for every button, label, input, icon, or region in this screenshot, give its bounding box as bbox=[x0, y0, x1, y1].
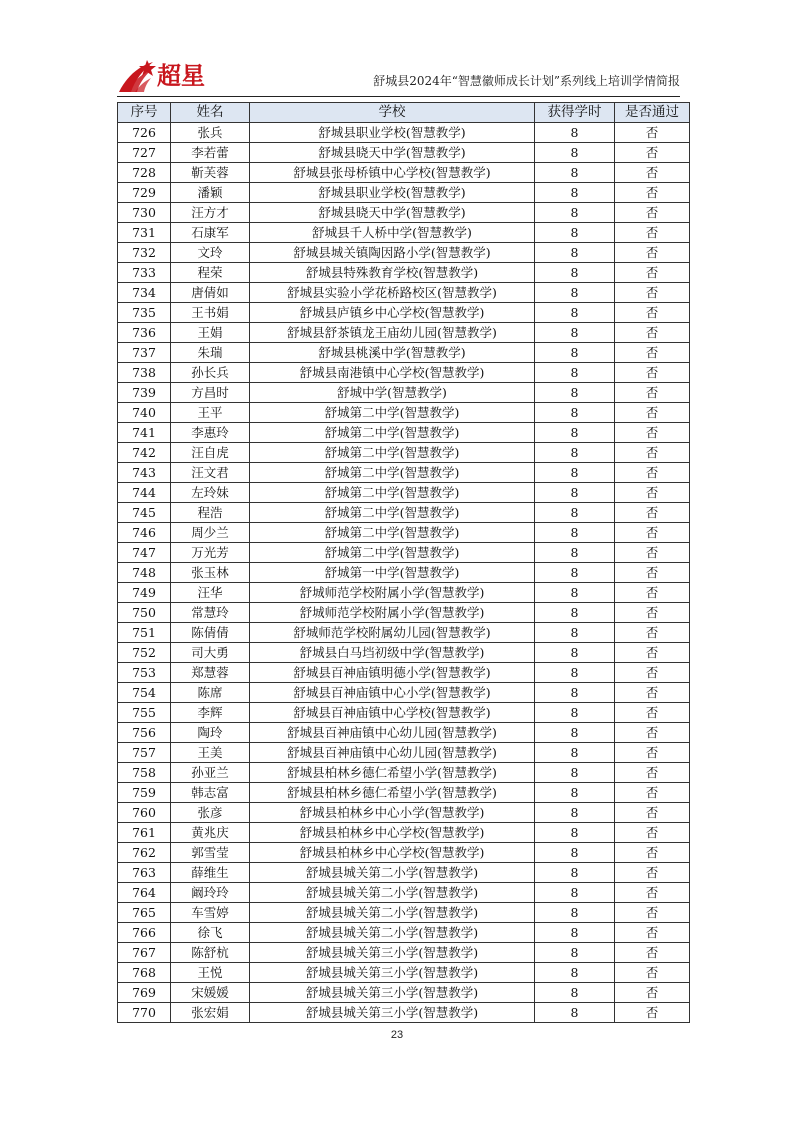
table-row bbox=[118, 303, 690, 323]
cell-number: 728 bbox=[118, 163, 171, 183]
cell-name: 陈席 bbox=[171, 683, 250, 703]
cell-hours: 8 bbox=[535, 963, 615, 983]
table-header bbox=[118, 103, 690, 123]
cell-number: 766 bbox=[118, 923, 171, 943]
cell-hours: 8 bbox=[535, 763, 615, 783]
cell-number: 768 bbox=[118, 963, 171, 983]
cell-hours: 8 bbox=[535, 143, 615, 163]
cell-number: 739 bbox=[118, 383, 171, 403]
cell-number: 760 bbox=[118, 803, 171, 823]
cell-number: 745 bbox=[118, 503, 171, 523]
cell-hours: 8 bbox=[535, 283, 615, 303]
cell-name: 常慧玲 bbox=[171, 603, 250, 623]
cell-number: 752 bbox=[118, 643, 171, 663]
cell-name: 汪自虎 bbox=[171, 443, 250, 463]
cell-name: 陈舒杭 bbox=[171, 943, 250, 963]
table-row bbox=[118, 863, 690, 883]
table-row bbox=[118, 723, 690, 743]
cell-number: 770 bbox=[118, 1003, 171, 1023]
cell-passed: 否 bbox=[615, 783, 690, 803]
cell-passed: 否 bbox=[615, 623, 690, 643]
cell-passed: 否 bbox=[615, 883, 690, 903]
cell-passed: 否 bbox=[615, 163, 690, 183]
cell-hours: 8 bbox=[535, 843, 615, 863]
cell-school: 舒城县南港镇中心学校(智慧教学) bbox=[250, 363, 535, 383]
table-row bbox=[118, 843, 690, 863]
cell-number: 731 bbox=[118, 223, 171, 243]
cell-school: 舒城第二中学(智慧教学) bbox=[250, 503, 535, 523]
cell-hours: 8 bbox=[535, 163, 615, 183]
cell-passed: 否 bbox=[615, 983, 690, 1003]
cell-name: 孙亚兰 bbox=[171, 763, 250, 783]
column-header-school: 学校 bbox=[250, 103, 535, 123]
cell-number: 726 bbox=[118, 123, 171, 143]
cell-name: 程浩 bbox=[171, 503, 250, 523]
cell-number: 765 bbox=[118, 903, 171, 923]
cell-passed: 否 bbox=[615, 463, 690, 483]
cell-number: 743 bbox=[118, 463, 171, 483]
cell-number: 733 bbox=[118, 263, 171, 283]
cell-number: 764 bbox=[118, 883, 171, 903]
cell-name: 陶玲 bbox=[171, 723, 250, 743]
table-row bbox=[118, 643, 690, 663]
table-row bbox=[118, 423, 690, 443]
cell-hours: 8 bbox=[535, 603, 615, 623]
page-number: 23 bbox=[390, 1029, 404, 1041]
cell-name: 黄兆庆 bbox=[171, 823, 250, 843]
cell-school: 舒城中学(智慧教学) bbox=[250, 383, 535, 403]
table-row bbox=[118, 463, 690, 483]
cell-school: 舒城县城关第二小学(智慧教学) bbox=[250, 903, 535, 923]
cell-name: 石康军 bbox=[171, 223, 250, 243]
table-row bbox=[118, 963, 690, 983]
table-row bbox=[118, 583, 690, 603]
table-row bbox=[118, 443, 690, 463]
cell-school: 舒城师范学校附属小学(智慧教学) bbox=[250, 603, 535, 623]
cell-number: 744 bbox=[118, 483, 171, 503]
cell-school: 舒城县城关第三小学(智慧教学) bbox=[250, 983, 535, 1003]
cell-passed: 否 bbox=[615, 583, 690, 603]
cell-school: 舒城县百神庙镇中心小学(智慧教学) bbox=[250, 683, 535, 703]
cell-passed: 否 bbox=[615, 763, 690, 783]
cell-name: 左玲妹 bbox=[171, 483, 250, 503]
table-row bbox=[118, 183, 690, 203]
cell-name: 万光芳 bbox=[171, 543, 250, 563]
cell-school: 舒城县白马垱初级中学(智慧教学) bbox=[250, 643, 535, 663]
cell-school: 舒城县城关第二小学(智慧教学) bbox=[250, 863, 535, 883]
cell-school: 舒城县柏林乡中心小学(智慧教学) bbox=[250, 803, 535, 823]
cell-school: 舒城县百神庙镇明德小学(智慧教学) bbox=[250, 663, 535, 683]
document-title: 舒城县2024年“智慧徽师成长计划”系列线上培训学情简报 bbox=[373, 74, 680, 88]
cell-passed: 否 bbox=[615, 403, 690, 423]
cell-passed: 否 bbox=[615, 543, 690, 563]
table-row bbox=[118, 163, 690, 183]
cell-school: 舒城县城关第二小学(智慧教学) bbox=[250, 923, 535, 943]
cell-passed: 否 bbox=[615, 703, 690, 723]
cell-name: 王悦 bbox=[171, 963, 250, 983]
cell-number: 748 bbox=[118, 563, 171, 583]
cell-hours: 8 bbox=[535, 403, 615, 423]
cell-passed: 否 bbox=[615, 383, 690, 403]
cell-passed: 否 bbox=[615, 863, 690, 883]
cell-passed: 否 bbox=[615, 943, 690, 963]
cell-name: 文玲 bbox=[171, 243, 250, 263]
cell-number: 758 bbox=[118, 763, 171, 783]
cell-name: 汪方才 bbox=[171, 203, 250, 223]
cell-school: 舒城县城关第二小学(智慧教学) bbox=[250, 883, 535, 903]
cell-hours: 8 bbox=[535, 303, 615, 323]
cell-hours: 8 bbox=[535, 223, 615, 243]
cell-passed: 否 bbox=[615, 563, 690, 583]
cell-hours: 8 bbox=[535, 1003, 615, 1023]
cell-school: 舒城师范学校附属小学(智慧教学) bbox=[250, 583, 535, 603]
cell-hours: 8 bbox=[535, 983, 615, 1003]
cell-hours: 8 bbox=[535, 583, 615, 603]
cell-hours: 8 bbox=[535, 523, 615, 543]
cell-name: 陈倩倩 bbox=[171, 623, 250, 643]
cell-hours: 8 bbox=[535, 343, 615, 363]
cell-passed: 否 bbox=[615, 603, 690, 623]
table-row bbox=[118, 243, 690, 263]
column-header-name: 姓名 bbox=[171, 103, 250, 123]
cell-number: 729 bbox=[118, 183, 171, 203]
cell-hours: 8 bbox=[535, 543, 615, 563]
cell-hours: 8 bbox=[535, 863, 615, 883]
cell-number: 762 bbox=[118, 843, 171, 863]
cell-hours: 8 bbox=[535, 943, 615, 963]
table-row bbox=[118, 563, 690, 583]
cell-school: 舒城县百神庙镇中心幼儿园(智慧教学) bbox=[250, 743, 535, 763]
cell-hours: 8 bbox=[535, 183, 615, 203]
cell-passed: 否 bbox=[615, 363, 690, 383]
table-row bbox=[118, 983, 690, 1003]
cell-passed: 否 bbox=[615, 423, 690, 443]
cell-school: 舒城师范学校附属幼儿园(智慧教学) bbox=[250, 623, 535, 643]
cell-school: 舒城县城关镇陶因路小学(智慧教学) bbox=[250, 243, 535, 263]
cell-number: 749 bbox=[118, 583, 171, 603]
table-row bbox=[118, 1003, 690, 1023]
cell-name: 王平 bbox=[171, 403, 250, 423]
cell-number: 753 bbox=[118, 663, 171, 683]
cell-school: 舒城县实验小学花桥路校区(智慧教学) bbox=[250, 283, 535, 303]
cell-passed: 否 bbox=[615, 823, 690, 843]
cell-school: 舒城县职业学校(智慧教学) bbox=[250, 183, 535, 203]
cell-hours: 8 bbox=[535, 383, 615, 403]
table-body bbox=[118, 123, 690, 1023]
cell-hours: 8 bbox=[535, 323, 615, 343]
cell-name: 孙长兵 bbox=[171, 363, 250, 383]
cell-name: 韩志富 bbox=[171, 783, 250, 803]
table-row bbox=[118, 943, 690, 963]
cell-number: 747 bbox=[118, 543, 171, 563]
cell-passed: 否 bbox=[615, 743, 690, 763]
logo-swoosh-icon bbox=[117, 54, 207, 94]
table-row bbox=[118, 703, 690, 723]
cell-name: 司大勇 bbox=[171, 643, 250, 663]
table-row bbox=[118, 923, 690, 943]
cell-name: 方昌时 bbox=[171, 383, 250, 403]
cell-school: 舒城第一中学(智慧教学) bbox=[250, 563, 535, 583]
table-row bbox=[118, 523, 690, 543]
cell-name: 张宏娟 bbox=[171, 1003, 250, 1023]
cell-number: 763 bbox=[118, 863, 171, 883]
cell-number: 746 bbox=[118, 523, 171, 543]
chaoxing-logo bbox=[117, 54, 207, 94]
cell-passed: 否 bbox=[615, 323, 690, 343]
cell-hours: 8 bbox=[535, 243, 615, 263]
table-row bbox=[118, 543, 690, 563]
cell-hours: 8 bbox=[535, 923, 615, 943]
table-row bbox=[118, 223, 690, 243]
table-row bbox=[118, 503, 690, 523]
table-row bbox=[118, 823, 690, 843]
table-row bbox=[118, 903, 690, 923]
cell-school: 舒城县百神庙镇中心幼儿园(智慧教学) bbox=[250, 723, 535, 743]
cell-hours: 8 bbox=[535, 703, 615, 723]
cell-passed: 否 bbox=[615, 643, 690, 663]
cell-hours: 8 bbox=[535, 563, 615, 583]
cell-hours: 8 bbox=[535, 903, 615, 923]
cell-passed: 否 bbox=[615, 343, 690, 363]
table-row bbox=[118, 803, 690, 823]
cell-passed: 否 bbox=[615, 263, 690, 283]
cell-hours: 8 bbox=[535, 363, 615, 383]
training-status-table bbox=[117, 102, 690, 1023]
cell-name: 程荣 bbox=[171, 263, 250, 283]
cell-passed: 否 bbox=[615, 843, 690, 863]
cell-school: 舒城县柏林乡德仁希望小学(智慧教学) bbox=[250, 783, 535, 803]
cell-hours: 8 bbox=[535, 483, 615, 503]
table-row bbox=[118, 283, 690, 303]
cell-passed: 否 bbox=[615, 1003, 690, 1023]
page-header bbox=[117, 52, 680, 98]
cell-number: 730 bbox=[118, 203, 171, 223]
cell-name: 阚玲玲 bbox=[171, 883, 250, 903]
cell-school: 舒城县千人桥中学(智慧教学) bbox=[250, 223, 535, 243]
cell-number: 732 bbox=[118, 243, 171, 263]
cell-passed: 否 bbox=[615, 663, 690, 683]
cell-hours: 8 bbox=[535, 423, 615, 443]
cell-school: 舒城县柏林乡中心学校(智慧教学) bbox=[250, 823, 535, 843]
cell-name: 薛维生 bbox=[171, 863, 250, 883]
cell-number: 736 bbox=[118, 323, 171, 343]
cell-name: 王书娟 bbox=[171, 303, 250, 323]
cell-name: 汪华 bbox=[171, 583, 250, 603]
cell-school: 舒城第二中学(智慧教学) bbox=[250, 443, 535, 463]
cell-hours: 8 bbox=[535, 463, 615, 483]
cell-number: 755 bbox=[118, 703, 171, 723]
cell-name: 汪文君 bbox=[171, 463, 250, 483]
cell-hours: 8 bbox=[535, 623, 615, 643]
table-row bbox=[118, 143, 690, 163]
cell-number: 738 bbox=[118, 363, 171, 383]
cell-school: 舒城县职业学校(智慧教学) bbox=[250, 123, 535, 143]
table-row bbox=[118, 623, 690, 643]
cell-passed: 否 bbox=[615, 183, 690, 203]
cell-name: 唐倩如 bbox=[171, 283, 250, 303]
cell-school: 舒城县特殊教育学校(智慧教学) bbox=[250, 263, 535, 283]
table-row bbox=[118, 123, 690, 143]
column-header-hours: 获得学时 bbox=[535, 103, 615, 123]
cell-passed: 否 bbox=[615, 683, 690, 703]
cell-hours: 8 bbox=[535, 723, 615, 743]
cell-number: 756 bbox=[118, 723, 171, 743]
table-row bbox=[118, 263, 690, 283]
table-row bbox=[118, 783, 690, 803]
cell-name: 李惠玲 bbox=[171, 423, 250, 443]
cell-hours: 8 bbox=[535, 883, 615, 903]
cell-school: 舒城第二中学(智慧教学) bbox=[250, 423, 535, 443]
cell-hours: 8 bbox=[535, 443, 615, 463]
cell-passed: 否 bbox=[615, 903, 690, 923]
cell-school: 舒城第二中学(智慧教学) bbox=[250, 483, 535, 503]
cell-passed: 否 bbox=[615, 803, 690, 823]
cell-name: 宋媛媛 bbox=[171, 983, 250, 1003]
cell-school: 舒城县百神庙镇中心学校(智慧教学) bbox=[250, 703, 535, 723]
cell-school: 舒城第二中学(智慧教学) bbox=[250, 523, 535, 543]
cell-name: 张玉林 bbox=[171, 563, 250, 583]
cell-number: 734 bbox=[118, 283, 171, 303]
cell-passed: 否 bbox=[615, 923, 690, 943]
cell-name: 潘颖 bbox=[171, 183, 250, 203]
cell-name: 李若蕾 bbox=[171, 143, 250, 163]
cell-school: 舒城县张母桥镇中心学校(智慧教学) bbox=[250, 163, 535, 183]
cell-number: 754 bbox=[118, 683, 171, 703]
column-header-passed: 是否通过 bbox=[615, 103, 690, 123]
cell-name: 靳芙蓉 bbox=[171, 163, 250, 183]
cell-school: 舒城县城关第三小学(智慧教学) bbox=[250, 943, 535, 963]
cell-number: 767 bbox=[118, 943, 171, 963]
cell-school: 舒城县庐镇乡中心学校(智慧教学) bbox=[250, 303, 535, 323]
table-row bbox=[118, 203, 690, 223]
cell-number: 761 bbox=[118, 823, 171, 843]
cell-school: 舒城县柏林乡德仁希望小学(智慧教学) bbox=[250, 763, 535, 783]
cell-hours: 8 bbox=[535, 663, 615, 683]
cell-school: 舒城县城关第三小学(智慧教学) bbox=[250, 1003, 535, 1023]
cell-name: 徐飞 bbox=[171, 923, 250, 943]
cell-name: 王美 bbox=[171, 743, 250, 763]
table-row bbox=[118, 483, 690, 503]
cell-name: 朱瑞 bbox=[171, 343, 250, 363]
cell-passed: 否 bbox=[615, 123, 690, 143]
cell-hours: 8 bbox=[535, 783, 615, 803]
cell-school: 舒城县城关第三小学(智慧教学) bbox=[250, 963, 535, 983]
cell-passed: 否 bbox=[615, 483, 690, 503]
cell-hours: 8 bbox=[535, 123, 615, 143]
cell-number: 757 bbox=[118, 743, 171, 763]
cell-passed: 否 bbox=[615, 283, 690, 303]
cell-name: 车雪婷 bbox=[171, 903, 250, 923]
cell-number: 740 bbox=[118, 403, 171, 423]
table-row bbox=[118, 363, 690, 383]
cell-hours: 8 bbox=[535, 743, 615, 763]
cell-school: 舒城县晓天中学(智慧教学) bbox=[250, 143, 535, 163]
column-header-number: 序号 bbox=[118, 103, 171, 123]
cell-school: 舒城县舒茶镇龙王庙幼儿园(智慧教学) bbox=[250, 323, 535, 343]
cell-passed: 否 bbox=[615, 503, 690, 523]
cell-school: 舒城第二中学(智慧教学) bbox=[250, 543, 535, 563]
table-row bbox=[118, 383, 690, 403]
cell-passed: 否 bbox=[615, 203, 690, 223]
cell-name: 张彦 bbox=[171, 803, 250, 823]
cell-hours: 8 bbox=[535, 503, 615, 523]
cell-passed: 否 bbox=[615, 723, 690, 743]
cell-name: 郑慧蓉 bbox=[171, 663, 250, 683]
cell-hours: 8 bbox=[535, 643, 615, 663]
cell-hours: 8 bbox=[535, 683, 615, 703]
table-row bbox=[118, 763, 690, 783]
cell-name: 李辉 bbox=[171, 703, 250, 723]
cell-school: 舒城第二中学(智慧教学) bbox=[250, 403, 535, 423]
table-row bbox=[118, 323, 690, 343]
cell-school: 舒城第二中学(智慧教学) bbox=[250, 463, 535, 483]
table-row bbox=[118, 343, 690, 363]
cell-passed: 否 bbox=[615, 523, 690, 543]
cell-passed: 否 bbox=[615, 243, 690, 263]
cell-number: 727 bbox=[118, 143, 171, 163]
cell-number: 741 bbox=[118, 423, 171, 443]
cell-name: 王娟 bbox=[171, 323, 250, 343]
cell-number: 750 bbox=[118, 603, 171, 623]
table-row bbox=[118, 743, 690, 763]
logo-text: 超星 bbox=[157, 61, 205, 90]
cell-number: 759 bbox=[118, 783, 171, 803]
table-row bbox=[118, 663, 690, 683]
table-row bbox=[118, 403, 690, 423]
cell-passed: 否 bbox=[615, 303, 690, 323]
cell-name: 张兵 bbox=[171, 123, 250, 143]
cell-passed: 否 bbox=[615, 443, 690, 463]
cell-school: 舒城县桃溪中学(智慧教学) bbox=[250, 343, 535, 363]
cell-number: 742 bbox=[118, 443, 171, 463]
cell-hours: 8 bbox=[535, 263, 615, 283]
cell-number: 735 bbox=[118, 303, 171, 323]
cell-passed: 否 bbox=[615, 963, 690, 983]
cell-name: 周少兰 bbox=[171, 523, 250, 543]
cell-number: 737 bbox=[118, 343, 171, 363]
table-row bbox=[118, 683, 690, 703]
table-row bbox=[118, 883, 690, 903]
table-row bbox=[118, 603, 690, 623]
cell-hours: 8 bbox=[535, 823, 615, 843]
cell-hours: 8 bbox=[535, 803, 615, 823]
cell-school: 舒城县柏林乡中心学校(智慧教学) bbox=[250, 843, 535, 863]
cell-hours: 8 bbox=[535, 203, 615, 223]
cell-passed: 否 bbox=[615, 223, 690, 243]
cell-number: 751 bbox=[118, 623, 171, 643]
cell-name: 郭雪莹 bbox=[171, 843, 250, 863]
cell-school: 舒城县晓天中学(智慧教学) bbox=[250, 203, 535, 223]
cell-passed: 否 bbox=[615, 143, 690, 163]
header-divider bbox=[117, 96, 680, 97]
header-row bbox=[118, 103, 690, 123]
cell-number: 769 bbox=[118, 983, 171, 1003]
